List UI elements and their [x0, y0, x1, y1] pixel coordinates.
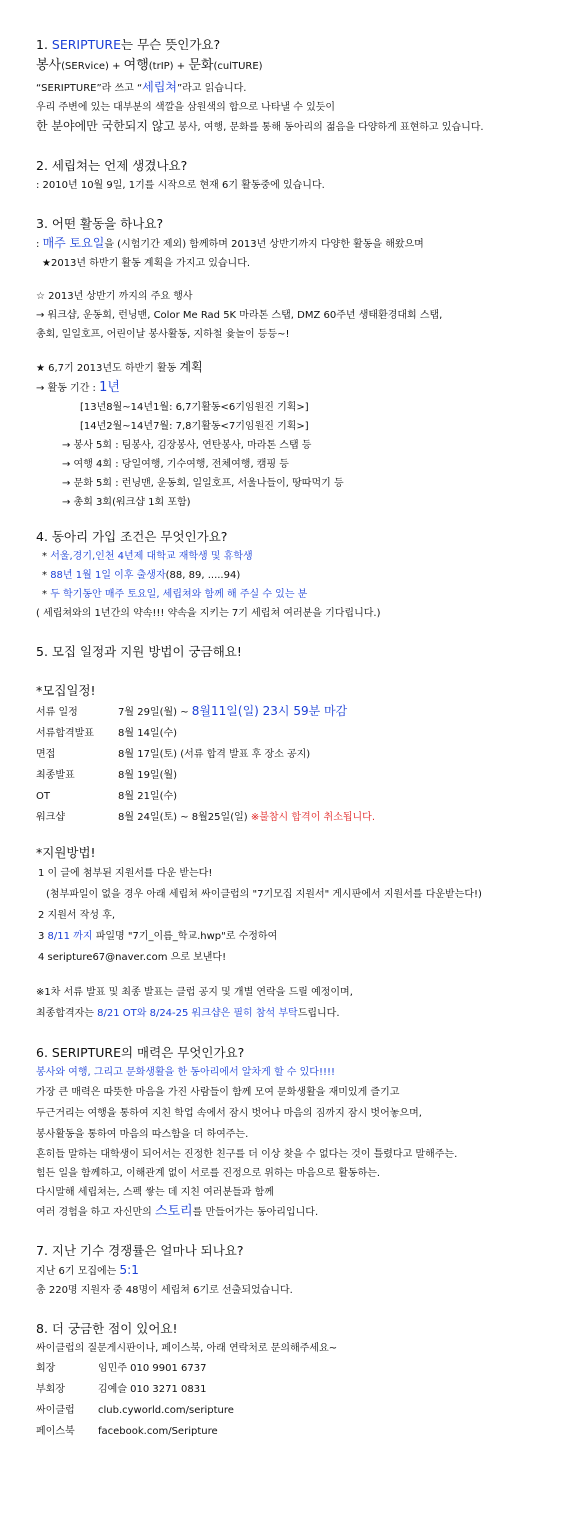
section-2-title: 2. 세립쳐는 언제 생겼나요?	[36, 158, 188, 173]
description-line-2	[36, 119, 566, 135]
condition-2-text: 88년 1월 1일 이후 출생자	[50, 570, 166, 581]
contact-label: 회장	[36, 1363, 56, 1374]
cyclub-link[interactable]: club.cyworld.com/seripture	[98, 1405, 234, 1416]
contact-value: 김예슬 010 3271 0831	[98, 1384, 207, 1395]
reading-name: 세립쳐	[142, 80, 177, 94]
bullet: *	[42, 570, 51, 581]
schedule-row	[36, 725, 566, 742]
title-prefix: 1.	[36, 37, 52, 52]
schedule-label: 서류 일정	[36, 707, 78, 718]
period-a: [13년8월~14년1월: 6,7기활동<6기임원진 기획>]	[80, 402, 309, 413]
contact-value: 임민주 010 9901 6737	[98, 1363, 207, 1374]
plan-title-prefix: ★ 6,7기 2013년도 하반기 활동	[36, 363, 180, 374]
definition-line	[36, 57, 566, 76]
schedule-value: 8월 21일(수)	[118, 791, 178, 802]
notice-line-2	[36, 1005, 566, 1022]
section-1-title	[36, 36, 566, 53]
activity-general-meeting: → 총회 3회(워크샵 1회 포함)	[62, 497, 191, 508]
events-line-2: 총회, 일일호프, 어린이날 봉사활동, 지하철 윷놀이 등등~!	[36, 329, 290, 340]
contact-intro: 싸이클럽의 질문게시판이나, 페이스북, 아래 연락처로 문의해주세요~	[36, 1343, 338, 1354]
charm-line-8-prefix: 여러 경험을 하고 자신만의	[36, 1207, 155, 1218]
every-saturday: 매주 토요일	[42, 236, 105, 250]
reading-suffix: ”라고 읽습니다.	[176, 83, 247, 94]
reading-line	[36, 80, 566, 96]
deadline: 8월11일(일) 23시 59분 마감	[191, 704, 348, 718]
promise-line: ( 세립쳐와의 1년간의 약속!!! 약속을 지키는 7기 세립쳐 여러분을 기다립니다.)	[36, 608, 381, 619]
charm-line-6: 힘든 일을 함께하고, 이해관계 없이 서로를 진정으로 위하는 마음으로 활동하는.	[36, 1168, 381, 1179]
condition-2	[36, 568, 566, 583]
contact-label: 싸이클럽	[36, 1405, 75, 1416]
schedule-label: 최종발표	[36, 770, 75, 781]
charm-line-1: 봉사와 여행, 그리고 문화생활을 한 동아리에서 알차게 할 수 있다!!!!	[36, 1067, 335, 1078]
schedule-row	[36, 788, 566, 805]
section-5-title: 5. 모집 일정과 지원 방법이 궁금해요!	[36, 644, 242, 659]
condition-2-range: (88, 89, .....94)	[165, 570, 241, 581]
period-value: 1년	[99, 380, 120, 395]
charm-line-8-suffix: 를 만들어가는 동아리입니다.	[192, 1207, 319, 1218]
period-line	[36, 380, 566, 396]
schedule-label: 워크샵	[36, 812, 65, 823]
schedule-label: OT	[36, 791, 50, 802]
schedule-row	[36, 746, 566, 763]
condition-3	[36, 587, 566, 602]
period-b: [14년2월~14년7월: 7,8기활동<7기임원진 기획>]	[80, 421, 309, 432]
warning-text: ※불참시 합격이 취소됩니다.	[250, 812, 376, 823]
contact-label: 부회장	[36, 1384, 65, 1395]
schedule-value: 8월 19일(월)	[118, 770, 178, 781]
activity-service: → 봉사 5회 : 팀봉사, 김장봉사, 연탄봉사, 마라톤 스탭 등	[62, 440, 312, 451]
schedule-label: 면접	[36, 749, 56, 760]
apply-step-1: 1 이 글에 첨부된 지원서를 다운 받는다!	[38, 868, 213, 879]
title-suffix: 는 무슨 뜻인가요?	[121, 37, 221, 52]
activity-line-1	[36, 236, 566, 252]
plus-sign: +	[173, 61, 189, 72]
def-culture-eng: (culTURE)	[213, 61, 263, 72]
activity-travel: → 여행 4회 : 당일여행, 기수여행, 전체여행, 캠핑 등	[62, 459, 289, 470]
contact-row-cyclub	[36, 1402, 566, 1419]
competition-ratio: 5:1	[119, 1263, 139, 1277]
period-label: → 활동 기간 :	[36, 383, 100, 394]
schedule-row	[36, 767, 566, 784]
section-8-title: 8. 더 궁금한 점이 있어요!	[36, 1321, 178, 1336]
contact-row-president	[36, 1360, 566, 1377]
document-body	[36, 36, 566, 1440]
def-trip: 여행	[123, 58, 149, 73]
events-title: ☆ 2013년 상반기 까지의 주요 행사	[36, 291, 193, 302]
notice-suffix: 드립니다.	[297, 1008, 340, 1019]
apply-title: *지원방법!	[36, 845, 96, 860]
charm-line-8	[36, 1204, 566, 1220]
section-6-title: 6. SERIPTURE의 매력은 무엇인가요?	[36, 1045, 245, 1060]
schedule-value: 8월 17일(토) (서류 합격 발표 후 장소 공지)	[118, 749, 311, 760]
plan-title-emphasis: 계획	[179, 360, 203, 374]
section-4-title: 4. 동아리 가입 조건은 무엇인가요?	[36, 529, 228, 544]
condition-3-text: 두 학기동안 매주 토요일, 세립쳐와 함께 해 주실 수 있는 분	[50, 589, 308, 600]
condition-1-text: 서울,경기,인천 4년제 대학교 재학생 및 휴학생	[50, 551, 253, 562]
notice-prefix: 최종합격자는	[36, 1008, 98, 1019]
brand-name: SERIPTURE	[51, 37, 122, 52]
facebook-link[interactable]: facebook.com/Seripture	[98, 1426, 218, 1437]
schedule-row	[36, 809, 566, 826]
prefix: :	[36, 239, 43, 250]
competition-line-2: 총 220명 지원자 중 48명이 세립쳐 6기로 선출되었습니다.	[36, 1285, 293, 1296]
contact-row-facebook	[36, 1423, 566, 1440]
apply-step-3	[36, 928, 566, 945]
step-3-deadline: 8/11 까지	[47, 931, 93, 942]
contact-row-vice-president	[36, 1381, 566, 1398]
apply-step-2: 2 지원서 작성 후,	[38, 910, 116, 921]
events-line-1: → 워크샵, 운동회, 런닝맨, Color Me Rad 5K 마라톤 스탭, DMZ 60주년 생태환경대회 스탭,	[36, 310, 443, 321]
notice-line-1: ※1차 서류 발표 및 최종 발표는 클럽 공지 및 개별 연락을 드릴 예정이며,	[36, 987, 353, 998]
activity-line-1-rest: 을 (시험기간 제외) 함께하며 2013년 상반기까지 다양한 활동을 해왔으며	[104, 239, 424, 250]
step-number: 3	[38, 931, 48, 942]
schedule-label: 서류합격발표	[36, 728, 94, 739]
contact-label: 페이스북	[36, 1426, 75, 1437]
schedule-value: 7월 29일(월) ~	[118, 707, 192, 718]
schedule-table	[36, 703, 566, 826]
apply-step-4: 4 seripture67@naver.com 으로 보낸다!	[38, 952, 227, 963]
def-service-eng: (SERvice)	[61, 61, 109, 72]
story-word: 스토리	[154, 1204, 193, 1219]
bullet: *	[42, 589, 51, 600]
activity-culture: → 문화 5회 : 런닝맨, 운동회, 일일호프, 서울나들이, 땅따먹기 등	[62, 478, 344, 489]
competition-prefix: 지난 6기 모집에는	[36, 1266, 120, 1277]
schedule-value: 8월 14일(수)	[118, 728, 178, 739]
section-2-text: : 2010년 10월 9일, 1기를 시작으로 현재 6기 활동중에 있습니다.	[36, 180, 325, 191]
activity-line-2: ★2013년 하반기 활동 계획을 가지고 있습니다.	[42, 258, 251, 269]
description-line-1: 우리 주변에 있는 대부분의 색깔을 삼원색의 합으로 나타낼 수 있듯이	[36, 102, 336, 113]
section-3-title: 3. 어떤 활동을 하나요?	[36, 216, 164, 231]
competition-line-1	[36, 1263, 566, 1279]
charm-line-4: 봉사활동을 통하여 마음의 따스함을 더 하여주는.	[36, 1129, 249, 1140]
charm-line-2: 가장 큰 매력은 따뜻한 마음을 가진 사람들이 함께 모여 문화생활을 재미있게 즐기고	[36, 1087, 400, 1098]
condition-1	[36, 549, 566, 564]
schedule-title: *모집일정!	[36, 683, 96, 698]
def-culture: 문화	[188, 58, 214, 73]
plan-title	[36, 360, 566, 376]
schedule-value: 8월 24일(토) ~ 8월25일(일)	[118, 812, 251, 823]
apply-step-1-note: (첨부파일이 없을 경우 아래 세립쳐 싸이클럽의 "7기모집 지원서" 게시판에서 지원서를 다운받는다!)	[46, 889, 482, 900]
plus-sign: +	[108, 61, 124, 72]
section-7-title: 7. 지난 기수 경쟁률은 얼마나 되나요?	[36, 1243, 244, 1258]
description-emphasis: 한 분야에만 국한되지 않고	[36, 119, 175, 133]
step-3-text: 파일명 "7기_이름_학교.hwp"로 수정하여	[92, 931, 278, 942]
notice-emphasis: 8/21 OT와 8/24-25 워크샵은 필히 참석 부탁	[97, 1008, 298, 1019]
charm-line-7: 다시말해 세립쳐는, 스펙 쌓는 데 지친 여러분들과 함께	[36, 1187, 274, 1198]
def-trip-eng: (trIP)	[148, 61, 174, 72]
schedule-row	[36, 703, 566, 721]
def-service: 봉사	[36, 58, 62, 73]
bullet: *	[42, 551, 51, 562]
charm-line-3: 두근거리는 여행을 통하여 지친 학업 속에서 잠시 벗어나 마음의 짐까지 잠시 벗어놓으며,	[36, 1108, 422, 1119]
charm-line-5: 흔히들 말하는 대학생이 되어서는 진정한 친구를 더 이상 찾을 수 없다는 것이 틀렸다고 말해주는.	[36, 1149, 458, 1160]
reading-prefix: “SERIPTURE”라 쓰고 “	[36, 83, 143, 94]
description-rest: 봉사, 여행, 문화를 통해 동아리의 젊음을 다양하게 표현하고 있습니다.	[174, 122, 484, 133]
